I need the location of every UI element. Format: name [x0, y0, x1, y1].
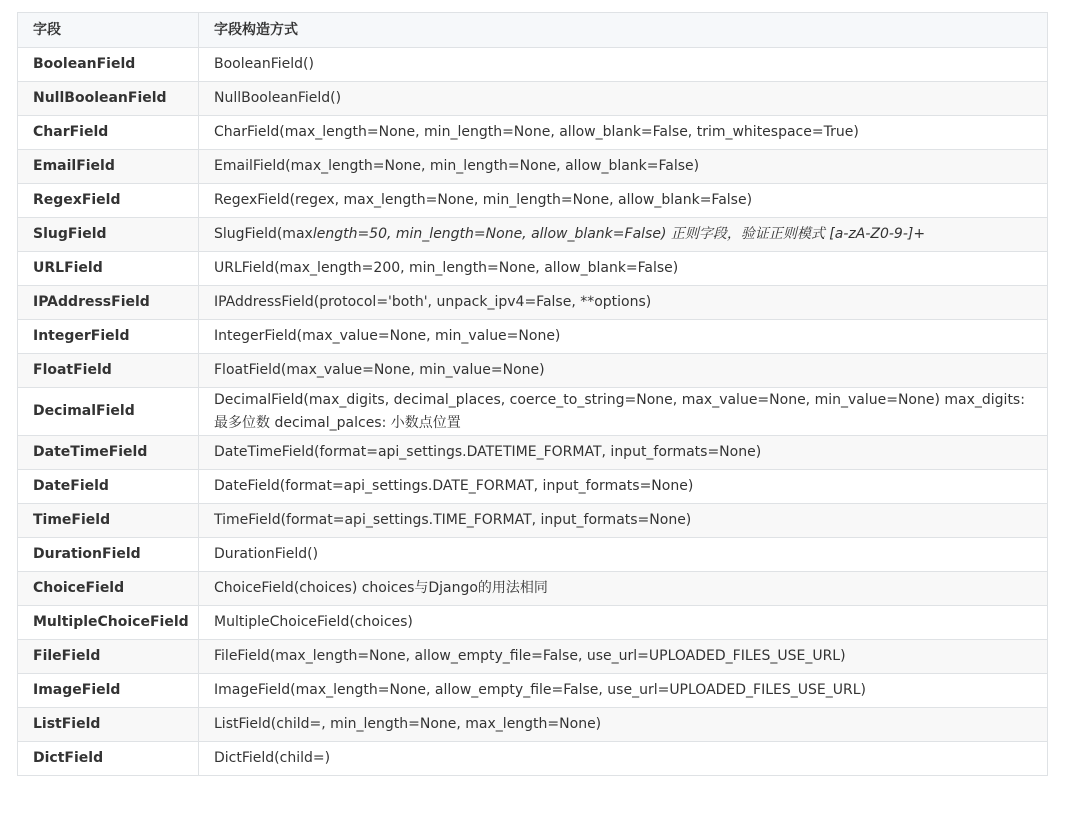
serializer-fields-table [17, 12, 1048, 776]
field-name-cell: IPAddressField [18, 286, 199, 320]
table-row [18, 708, 1048, 742]
header-field: 字段 [18, 13, 199, 48]
construct-plain-text: SlugField(max [214, 226, 313, 242]
field-name-cell: DateField [18, 470, 199, 504]
field-construct-cell: NullBooleanField() [199, 82, 1048, 116]
field-construct-cell: IntegerField(max_value=None, min_value=None) [199, 320, 1048, 354]
field-name-cell: NullBooleanField [18, 82, 199, 116]
field-name-cell: SlugField [18, 218, 199, 252]
header-construct: 字段构造方式 [199, 13, 1048, 48]
table-header-row [18, 13, 1048, 48]
field-construct-cell [199, 218, 1048, 252]
table-row [18, 640, 1048, 674]
field-name-cell: DecimalField [18, 388, 199, 436]
field-construct-cell: ChoiceField(choices) choices与Django的用法相同 [199, 572, 1048, 606]
table-row [18, 218, 1048, 252]
table-row [18, 252, 1048, 286]
table-row [18, 82, 1048, 116]
field-construct-cell: RegexField(regex, max_length=None, min_length=None, allow_blank=False) [199, 184, 1048, 218]
field-construct-cell: DateTimeField(format=api_settings.DATETIME_FORMAT, input_formats=None) [199, 436, 1048, 470]
field-name-cell: FloatField [18, 354, 199, 388]
field-construct-cell: FloatField(max_value=None, min_value=None) [199, 354, 1048, 388]
field-construct-cell: EmailField(max_length=None, min_length=None, allow_blank=False) [199, 150, 1048, 184]
table-row [18, 48, 1048, 82]
field-name-cell: CharField [18, 116, 199, 150]
table-row [18, 504, 1048, 538]
table-row [18, 470, 1048, 504]
field-construct-cell: MultipleChoiceField(choices) [199, 606, 1048, 640]
table-row [18, 286, 1048, 320]
table-row [18, 436, 1048, 470]
table-row [18, 606, 1048, 640]
field-construct-cell: DurationField() [199, 538, 1048, 572]
field-construct-cell: CharField(max_length=None, min_length=None, allow_blank=False, trim_whitespace=True) [199, 116, 1048, 150]
construct-italic-text: length=50, min_length=None, allow_blank=False) 正则字段，验证正则模式 [a-zA-Z0-9-]+ [312, 226, 926, 242]
table-row [18, 572, 1048, 606]
field-construct-cell: TimeField(format=api_settings.TIME_FORMAT, input_formats=None) [199, 504, 1048, 538]
field-name-cell: DictField [18, 742, 199, 776]
table-row [18, 674, 1048, 708]
field-construct-cell: DateField(format=api_settings.DATE_FORMAT, input_formats=None) [199, 470, 1048, 504]
field-name-cell: RegexField [18, 184, 199, 218]
field-construct-cell: ImageField(max_length=None, allow_empty_file=False, use_url=UPLOADED_FILES_USE_URL) [199, 674, 1048, 708]
field-name-cell: IntegerField [18, 320, 199, 354]
table-row [18, 116, 1048, 150]
table-row [18, 184, 1048, 218]
table-row [18, 150, 1048, 184]
table-row [18, 354, 1048, 388]
field-construct-cell: URLField(max_length=200, min_length=None, allow_blank=False) [199, 252, 1048, 286]
field-name-cell: ImageField [18, 674, 199, 708]
field-construct-cell: IPAddressField(protocol='both', unpack_ipv4=False, **options) [199, 286, 1048, 320]
table-row [18, 742, 1048, 776]
field-table-container [17, 12, 1047, 776]
table-row [18, 538, 1048, 572]
field-name-cell: ListField [18, 708, 199, 742]
field-construct-cell: BooleanField() [199, 48, 1048, 82]
table-row [18, 320, 1048, 354]
field-name-cell: DurationField [18, 538, 199, 572]
field-name-cell: MultipleChoiceField [18, 606, 199, 640]
table-row [18, 388, 1048, 436]
field-construct-cell: DecimalField(max_digits, decimal_places, coerce_to_string=None, max_value=None, min_value=None) max_digits: 最多位数 decimal_palces: 小数点位置 [199, 388, 1048, 436]
field-name-cell: URLField [18, 252, 199, 286]
field-name-cell: EmailField [18, 150, 199, 184]
field-name-cell: DateTimeField [18, 436, 199, 470]
field-construct-cell: DictField(child=) [199, 742, 1048, 776]
field-name-cell: BooleanField [18, 48, 199, 82]
field-name-cell: ChoiceField [18, 572, 199, 606]
field-construct-cell: ListField(child=, min_length=None, max_length=None) [199, 708, 1048, 742]
field-construct-cell: FileField(max_length=None, allow_empty_file=False, use_url=UPLOADED_FILES_USE_URL) [199, 640, 1048, 674]
field-name-cell: FileField [18, 640, 199, 674]
field-name-cell: TimeField [18, 504, 199, 538]
